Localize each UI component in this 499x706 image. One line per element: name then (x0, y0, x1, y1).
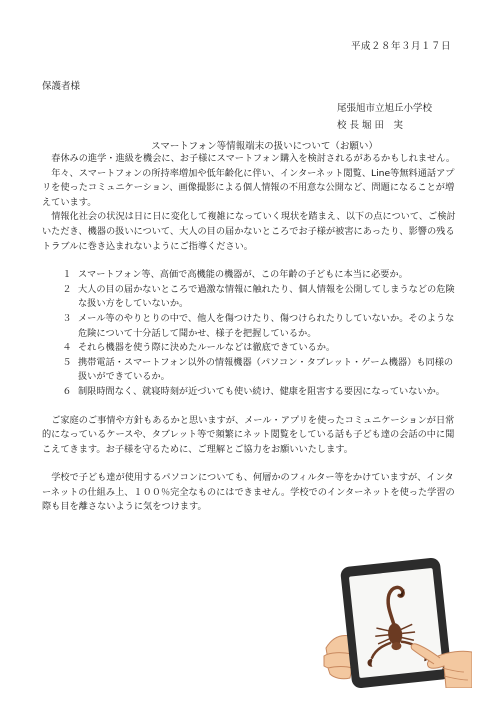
intro-paragraph: 年々、スマートフォンの所持率増加や低年齢化に伴い、インターネット閲覧、Line等無料通話アプリを使ったコミュニケーション、画像撮影による個人情報の不用意な公開など、問題になることが増えています。 (42, 167, 455, 208)
list-item-number: ５ (62, 356, 72, 368)
closing-paragraph: ご家庭のご事情や方針もあるかと思いますが、メール・アプリを使ったコミュニケーションが日常的になっているケースや、タブレット等で頻繁にネット閲覧をしている話も子ども達の会話の中に聞こえてきます。お子様を守るために、ご理解とご協力をお願いいたします。 (42, 414, 455, 455)
list-item-number: ６ (62, 385, 72, 397)
list-item-text: スマートフォン等、高価で高機能の機器が、この年齢の子どもに本当に必要か。 (78, 269, 408, 281)
spacer (42, 254, 460, 268)
list-item (42, 341, 460, 356)
checklist (42, 268, 460, 399)
list-item-number: １ (62, 269, 72, 281)
list-item-number: ３ (62, 312, 72, 324)
school-name: 尾張旭市立旭丘小学校 (337, 103, 433, 114)
list-item-number: ４ (62, 342, 72, 354)
intro-paragraph: 春休みの進学・進級を機会に、お子様にスマートフォン購入を検討されるがあるかもしれません。 (51, 153, 456, 164)
list-item (42, 283, 460, 312)
list-item (42, 268, 460, 283)
document-body (42, 152, 460, 515)
sender-block (337, 100, 432, 134)
list-item (42, 312, 460, 341)
document-date: 平成２８年３月１７日 (350, 41, 451, 52)
closing-paragraph: 学校で子ども達が使用するパソコンについても、何層かのフィルター等をかけていますが、インターネットの仕組み上、１００％完全なものにはできません。学校でのインターネットを使った学習の際も目を離さないように気をつけます。 (42, 472, 455, 513)
spacer (42, 400, 460, 414)
spacer (42, 457, 460, 471)
list-item-number: ２ (62, 283, 72, 295)
principal-name: 校 長 堀 田 実 (337, 120, 404, 131)
list-item-text: 制限時間なく、就寝時刻が近づいても使い続け、健康を阻害する要因になっていないか。 (78, 385, 445, 397)
hands-holding-tablet-with-scorpion-illustration (322, 556, 472, 688)
list-item-text: 大人の目の届かないところで過激な情報に触れたり、個人情報を公開してしまうなどの危険な扱い方をしていないか。 (78, 283, 455, 310)
list-item-text: それら機器を使う際に決めたルールなどは徹底できているか。 (78, 342, 336, 354)
addressee: 保護者様 (42, 81, 81, 92)
list-item-text: 携帯電話・スマートフォン以外の情報機器（パソコン・タブレット・ゲーム機器）も同様の扱いができているか。 (78, 356, 454, 383)
list-item-text: メール等のやりとりの中で、他人を傷つけたり、傷つけられたりしていないか。そのような危険について十分話して聞かせ、様子を把握しているか。 (78, 312, 455, 339)
list-item (42, 385, 460, 400)
list-item (42, 356, 460, 385)
intro-paragraph: 情報化社会の状況は日に日に変化して複雑になっていく現状を踏まえ、以下の点について、ご検討いただき、機器の扱いについて、大人の目の届かないところでお子様が被害にあったり、影響の残るトラブルに巻き込まれないようにご指導ください。 (42, 211, 456, 252)
document-title: スマートフォン等情報端末の扱いについて（お願い） (151, 141, 378, 152)
